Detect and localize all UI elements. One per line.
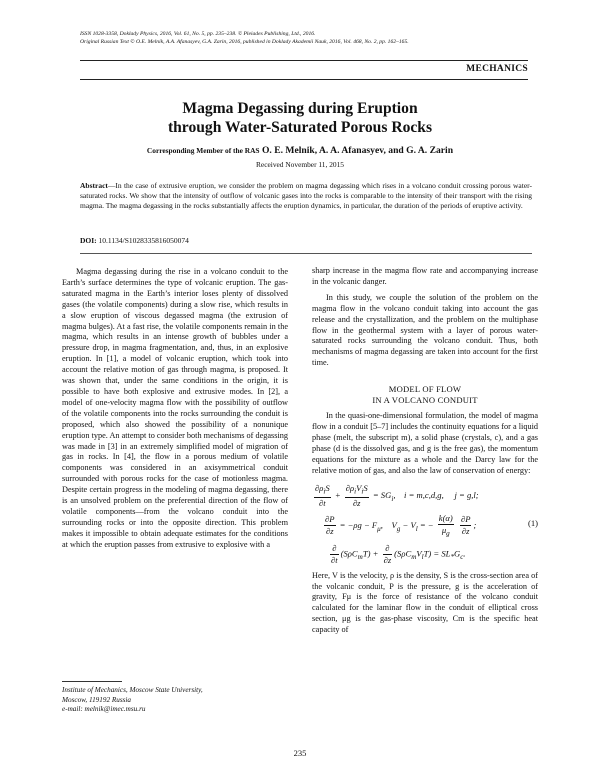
affiliation-footnote <box>62 686 288 715</box>
title-line-2: through Water-Saturated Porous Rocks <box>167 119 433 136</box>
right-paragraph-3: In the quasi-one-dimensional formulation, the model of magma flow in a conduit [5–7] includes the continuity equations for a liquid phase (melt, the subscript m), a solid phase (crystals, c), and a gas phase (d is the dissolved gas, and g is the free gas), the momentum equations for the mixture as a whole and the Darcy law for the relative motion of gas, and also the law of conservation of energy: <box>312 411 538 475</box>
footnote-email[interactable]: e-mail: melnik@imec.msu.ru <box>62 705 146 713</box>
abstract-text: —In the case of extrusive eruption, we consider the problem on magma degassing which rises in a volcano conduit crossing porous water-saturated rocks. We show that the intensity of outflow of volcanic gases into the rocks is comparable to the intensity of their transport with the rising magma. The magma degassing in the rocks substantially affects the eruption dynamics, in particular, the duration of the periods of eruptive activity. <box>80 181 532 210</box>
abstract-label: Abstract <box>80 181 108 190</box>
momentum-equation: $\frac{\partial P}{\partial z}$ = $-\rho g - F_\mu$, $V_g - V_l$ = − $\frac{k(\alpha)}{\mu_g}$ $\frac{\partial P}{\partial z}$ ; <box>325 512 477 538</box>
doi <box>80 236 189 245</box>
title-line-1: Magma Degassing during Eruption <box>182 100 418 117</box>
abstract-separator <box>80 253 532 254</box>
heading-line-2: IN A VOLCANO CONDUIT <box>372 395 478 406</box>
right-paragraph-2: In this study, we couple the solution of the problem on the magma flow in the volcano conduit taking into account the gas release and the crystallization, and the problem on the multiphase flow in the geothermal system with a layer of porous water-saturated rocks surrounding the volcano conduit. Thus, both mechanisms of magma degassing are taken into account for the first time. <box>312 292 538 368</box>
equation-number: (1) <box>527 517 538 528</box>
energy-equation: $\frac{\partial}{\partial t}$ (SρC$_m$T) + $\frac{\partial}{\partial z}$ $(S\rho C_mV_lT) = SL_*G_c$. <box>331 542 466 565</box>
doi-label: DOI: <box>80 236 97 245</box>
section-rule <box>80 79 528 80</box>
footnote-rule <box>62 681 122 682</box>
right-paragraph-4: Here, V is the velocity, ρ is the density, S is the cross-section area of the volcanic conduit, P is the pressure, g is the acceleration of gravity, Fμ is the force of resistance of the volcano conduit calculated for the laminar flow in the conduit of elliptical cross section, μg is the gas-phase viscosity, Cm is the specific heat capacity of <box>312 570 538 635</box>
left-column <box>62 267 288 551</box>
footnote-line-1: Institute of Mechanics, Moscow State University, <box>62 686 203 694</box>
equation-block <box>312 481 538 569</box>
section-name: MECHANICS <box>466 64 528 74</box>
author-names: O. E. Melnik, A. A. Afanasyev, and G. A. Zarin <box>261 145 454 156</box>
header-line-1: ISSN 1028-3358, Doklady Physics, 2016, Vol. 61, No. 5, pp. 235–238. © Pleiades Publishing, Ltd., 2016. <box>80 31 316 37</box>
header-rule <box>80 60 528 61</box>
right-paragraph-1: sharp increase in the magma flow rate and accompanying increase in the volcanic danger. <box>312 266 538 286</box>
article-title <box>60 99 540 137</box>
doi-value[interactable]: 10.1134/S1028335816050074 <box>98 236 189 245</box>
heading-line-1: MODEL OF FLOW <box>388 384 462 395</box>
continuity-equation: $\frac{\partial\rho_iS}{\partial t}$ + $\frac{\partial\rho_iV_iS}{\partial z}$ = $SG_i$, i = m,c,d,g, j = g,l; <box>315 482 479 509</box>
footnote-line-2: Moscow, 119192 Russia <box>62 695 132 704</box>
header-line-2: Original Russian Text © O.E. Melnik, A.A. Afanasyev, G.A. Zarin, 2016, published in Doklady Akademii Nauk, 2016, Vol. 468, No. 2, pp. 162–165. <box>80 39 409 45</box>
abstract <box>80 181 532 211</box>
section-heading <box>312 384 538 406</box>
author-list <box>60 145 540 156</box>
author-prefix: Corresponding Member of the RAS <box>146 146 260 155</box>
received-date: Received November 11, 2015 <box>256 160 344 169</box>
right-column <box>312 266 538 636</box>
journal-header <box>80 30 540 46</box>
page-number: 235 <box>293 748 307 758</box>
left-paragraph-1: Magma degassing during the rise in a volcano conduit to the Earth’s surface determines the type of volcanic eruption. The gas-saturated magma in the Earth’s interior loses plenty of dissolved gases (the volatile components) during a slow rise, which results in a slow eruption of viscous degassed magma (the extrusion of magma bulges). At a fast rise, the volatile components remain in the magma, which results in an intense growth of bubbles under a pressure drop, in magma fragmentation, and, thus, in an explosive eruption. In [1], a model of volcanic eruption, which took into account the relative motion of gas through magma, is proposed. It was shown that, under the same conditions in the origin, it is possible to have both explosive and extrusive modes. In [2], a model of one-velocity magma flow with the possibility of outflow of the volatile components into the rocks surrounding the conduit is proposed, which also showed the possibility of a nonunique eruption type. An attempt to consider both mechanisms of degassing was made in [3] in an extremely simplified model of migration of gas in rocks. In [4], the flow in a porous medium of volatile components was considered in an axisymmetrical conduit surrounded with porous rocks for the case of motionless magma. Despite certain progress in the modeling of magma degassing, there is an unsolved problem on the preferential direction of the flow of volatile components—from the volcano conduit into the surrounding rocks or into the opposite direction. This problem makes it impossible to obtain adequate estimates for the conditions at which the eruption passes from extrusive to explosive with a <box>62 267 288 549</box>
